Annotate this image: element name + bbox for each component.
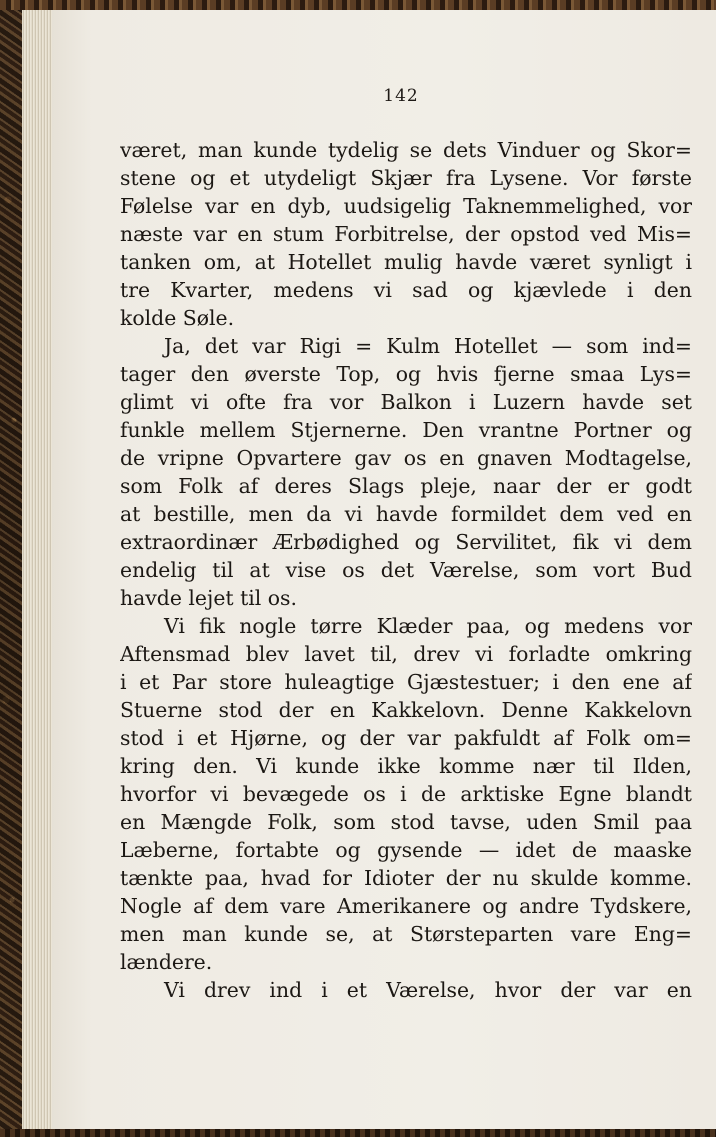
body-text: [120, 136, 692, 1004]
text-line: funkle mellem Stjernerne. Den vrantne Portner og: [120, 418, 692, 442]
text-line: lændere.: [120, 950, 213, 974]
text-line: en Mængde Folk, som stod tavse, uden Smil paa: [120, 810, 692, 834]
text-line: stod i et Hjørne, og der var pakfuldt af Folk om=: [120, 726, 692, 750]
page-stack-edge: [22, 10, 53, 1129]
text-line: Følelse var en dyb, uudsigelig Taknemmelighed, vor: [120, 194, 692, 218]
marbled-cover-edge: [0, 0, 22, 1137]
text-line: tanken om, at Hotellet mulig havde været synligt i: [120, 250, 692, 274]
text-line: havde lejet til os.: [120, 586, 298, 610]
text-line: at bestille, men da vi havde formildet dem ved en: [120, 502, 692, 526]
text-line: Nogle af dem vare Amerikanere og andre Tydskere,: [120, 894, 692, 918]
text-line: men man kunde se, at Størsteparten vare Eng=: [120, 922, 692, 946]
text-line: Vi fik nogle tørre Klæder paa, og medens vor: [164, 614, 692, 638]
cover-bottom-edge: [0, 1129, 716, 1137]
text-line: glimt vi ofte fra vor Balkon i Luzern havde set: [120, 390, 692, 414]
text-line: Ja, det var Rigi = Kulm Hotellet — som ind=: [164, 334, 692, 358]
text-line: kolde Søle.: [120, 306, 235, 330]
text-line: extraordinær Ærbødighed og Servilitet, fik vi dem: [120, 530, 692, 554]
text-line: Læberne, fortabte og gysende — idet de maaske: [120, 838, 692, 862]
text-line: som Folk af deres Slags pleje, naar der er godt: [120, 474, 692, 498]
text-line: Vi drev ind i et Værelse, hvor der var en: [164, 978, 692, 1002]
cover-top-edge: [0, 0, 716, 10]
text-line: næste var en stum Forbitrelse, der opstod ved Mis=: [120, 222, 692, 246]
page-number: 142: [383, 86, 419, 106]
text-line: de vripne Opvartere gav os en gnaven Modtagelse,: [120, 446, 692, 470]
text-line: i et Par store huleagtige Gjæstestuer; i den ene af: [120, 670, 692, 694]
text-line: Stuerne stod der en Kakkelovn. Denne Kakkelovn: [120, 698, 692, 722]
text-line: endelig til at vise os det Værelse, som vort Bud: [120, 558, 692, 582]
text-line: tænkte paa, hvad for Idioter der nu skulde komme.: [120, 866, 692, 890]
text-line: Aftensmad blev lavet til, drev vi forladte omkring: [120, 642, 692, 666]
text-line: stene og et utydeligt Skjær fra Lysene. Vor første: [120, 166, 692, 190]
text-line: været, man kunde tydelig se dets Vinduer og Skor=: [120, 138, 692, 162]
text-line: tre Kvarter, medens vi sad og kjævlede i den: [120, 278, 692, 302]
text-line: tager den øverste Top, og hvis fjerne smaa Lys=: [120, 362, 692, 386]
text-line: hvorfor vi bevægede os i de arktiske Egne blandt: [120, 782, 692, 806]
text-line: kring den. Vi kunde ikke komme nær til Ilden,: [120, 754, 692, 778]
